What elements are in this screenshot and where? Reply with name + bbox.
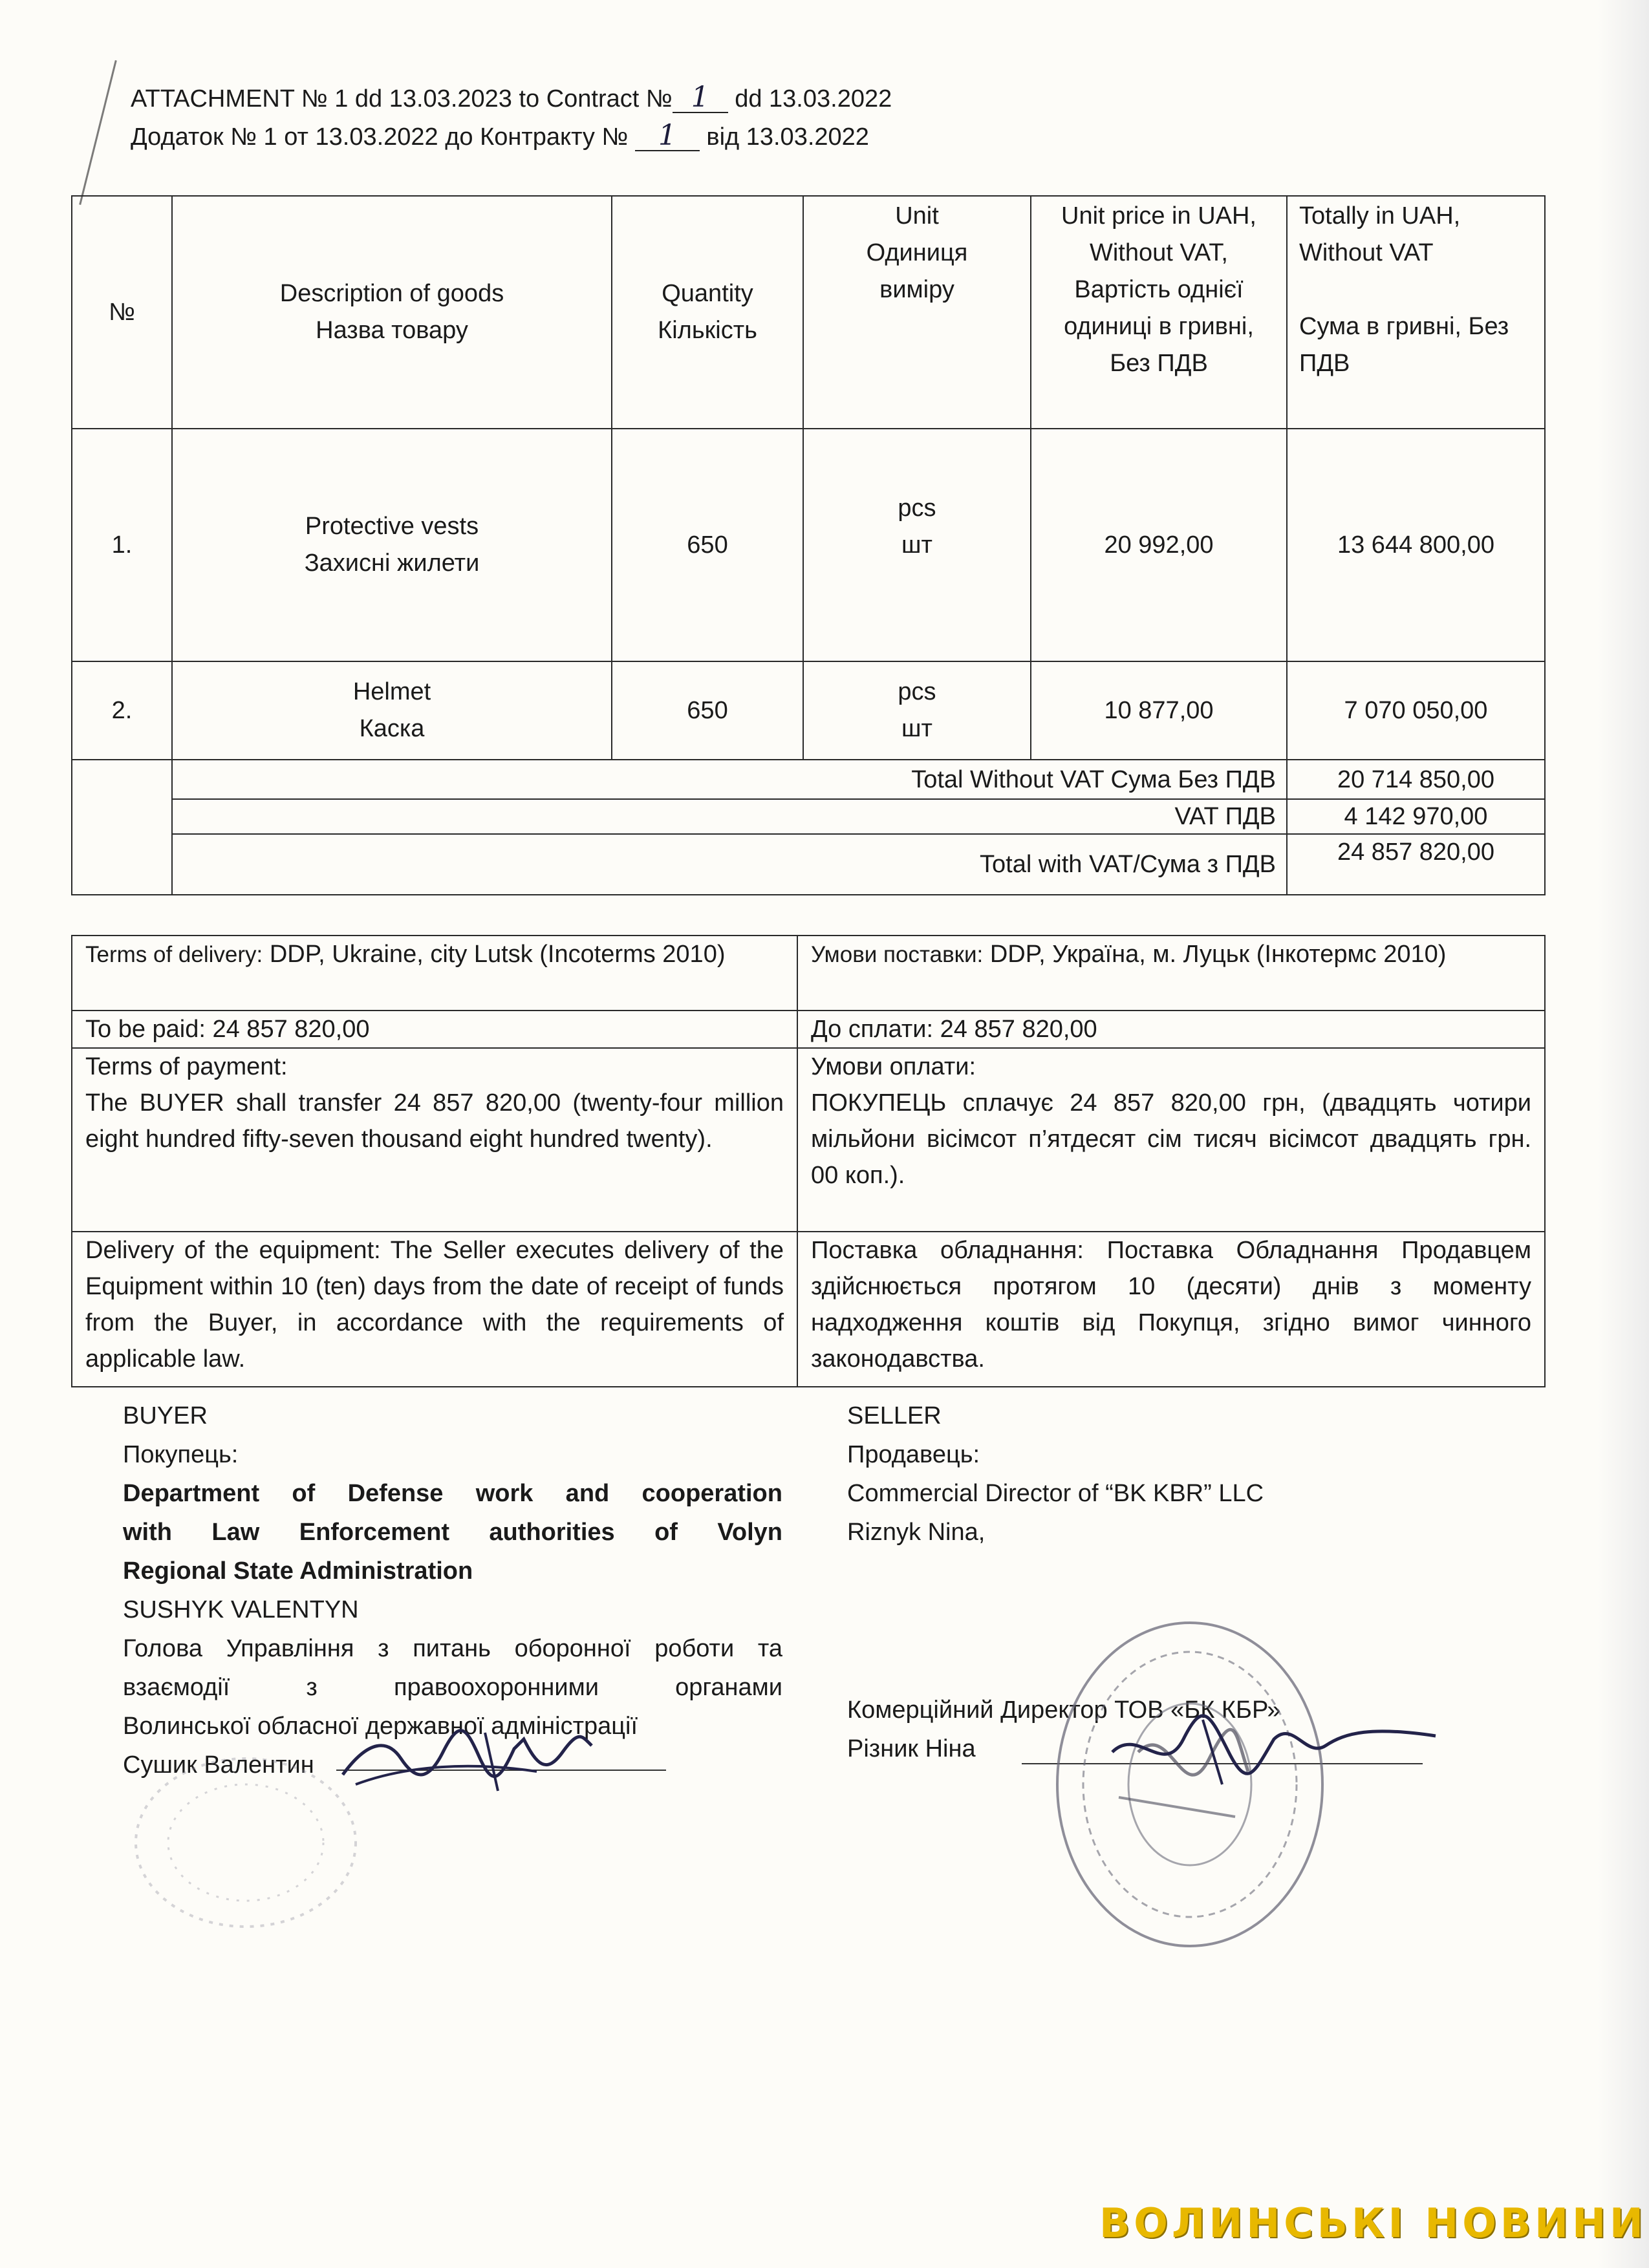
contract-number-uk: 1 — [635, 123, 700, 151]
table-row — [72, 661, 1545, 760]
seller-block — [847, 1396, 1558, 1552]
goods-header-row — [72, 196, 1545, 429]
buyer-org-line-3: Regional State Administration — [123, 1557, 473, 1585]
header-unit: Unit Одиниця виміру — [803, 196, 1031, 429]
table-row — [72, 429, 1545, 661]
summary-label: Total with VAT/Сума з ПДВ — [172, 834, 1287, 895]
seller-signature — [1099, 1700, 1461, 1791]
terms-row-payment — [72, 1048, 1545, 1232]
header-no: № — [72, 196, 172, 429]
seller-title: SELLER — [847, 1402, 942, 1429]
seller-position-en: Commercial Director of “BK KBR” LLC — [847, 1480, 1264, 1507]
summary-value: 24 857 820,00 — [1287, 834, 1545, 895]
contract-number-en: 1 — [673, 85, 728, 113]
terms-delivery-uk: Умови поставки: DDP, Україна, м. Луцьк (Інкотермс 2010) — [797, 936, 1545, 1011]
buyer-name-uk: Сушик Валентин — [123, 1751, 314, 1779]
terms-paid-en: To be paid: 24 857 820,00 — [72, 1011, 797, 1048]
row-unit: pcs шт — [803, 661, 1031, 760]
header-uk — [131, 118, 869, 156]
summary-label: Total Without VAT Сума Без ПДВ — [172, 760, 1287, 799]
terms-payment-en: Terms of payment: The BUYER shall transfer 24 857 820,00 (twenty-four million eight hundred fifty-seven thousand eight hundred twenty). — [72, 1048, 797, 1232]
header-total: Totally in UAH, Without VAT Сума в гривні, Без ПДВ — [1287, 196, 1545, 429]
summary-row-total-without-vat — [72, 760, 1545, 799]
summary-value: 4 142 970,00 — [1287, 799, 1545, 834]
buyer-org-line-2: with Law Enforcement authorities of Volyn — [123, 1519, 782, 1546]
summary-blank-cell — [72, 760, 172, 895]
seller-name-en: Riznyk Nina, — [847, 1519, 986, 1546]
buyer-signature — [330, 1713, 601, 1804]
goods-table — [71, 195, 1546, 895]
summary-row-vat — [72, 799, 1545, 834]
terms-row-to-be-paid — [72, 1011, 1545, 1048]
terms-row-equipment — [72, 1232, 1545, 1387]
row-qty: 650 — [612, 429, 803, 661]
buyer-org-line-1: Department of Defense work and cooperation — [123, 1480, 782, 1507]
row-no: 1. — [72, 429, 172, 661]
terms-equipment-en: Delivery of the equipment: The Seller executes delivery of the Equipment within 10 (ten) days from the date of receipt of funds from the Buyer, in accordance with the requirements of applicable law. — [72, 1232, 797, 1387]
terms-row-delivery — [72, 936, 1545, 1011]
terms-table — [71, 935, 1546, 1387]
terms-equipment-uk: Поставка обладнання: Поставка Обладнання Продавцем здійснюється протягом 10 (десяти) днів з моменту надходження коштів від Покупця, згідно вимог чинного законодавства. — [797, 1232, 1545, 1387]
brand-watermark: ВОЛИНСЬКІ НОВИНИ — [1099, 2199, 1647, 2247]
seller-title-uk: Продавець: — [847, 1441, 980, 1468]
buyer-stamp — [123, 1746, 369, 1940]
terms-paid-uk: До сплати: 24 857 820,00 — [797, 1011, 1545, 1048]
row-name: Helmet Каска — [172, 661, 612, 760]
row-total: 13 644 800,00 — [1287, 429, 1545, 661]
header-quantity: Quantity Кількість — [612, 196, 803, 429]
scan-edge-right — [1597, 0, 1649, 2268]
header-unit-price: Unit price in UAH, Without VAT, Вартість однієї одиниці в гривні, Без ПДВ — [1031, 196, 1287, 429]
buyer-title: BUYER — [123, 1402, 208, 1429]
buyer-position-line-1: Голова Управління з питань оборонної роботи та — [123, 1635, 782, 1662]
header-uk-prefix: Додаток № 1 от 13.03.2022 до Контракту № — [131, 123, 629, 151]
seller-position-uk: Комерційний Директор ТОВ «БК КБР» — [847, 1696, 1281, 1724]
header-uk-suffix: від 13.03.2022 — [706, 123, 869, 151]
scan-edge-left — [79, 60, 117, 205]
row-no: 2. — [72, 661, 172, 760]
seller-name-uk: Різник Ніна — [847, 1735, 976, 1762]
header-en-suffix: dd 13.03.2022 — [735, 85, 892, 112]
terms-delivery-en: Terms of delivery: DDP, Ukraine, city Lutsk (Incoterms 2010) — [72, 936, 797, 1011]
buyer-title-uk: Покупець: — [123, 1441, 239, 1468]
header-description: Description of goods Назва товару — [172, 196, 612, 429]
row-total: 7 070 050,00 — [1287, 661, 1545, 760]
row-qty: 650 — [612, 661, 803, 760]
row-price: 20 992,00 — [1031, 429, 1287, 661]
row-unit: pcs шт — [803, 429, 1031, 661]
row-name: Protective vests Захисні жилети — [172, 429, 612, 661]
header-en — [131, 80, 892, 118]
summary-value: 20 714 850,00 — [1287, 760, 1545, 799]
header-en-prefix: ATTACHMENT № 1 dd 13.03.2023 to Contract № — [131, 85, 673, 112]
buyer-position-line-2: взаємодії з правоохоронними органами — [123, 1674, 782, 1701]
summary-row-total-with-vat — [72, 834, 1545, 895]
row-price: 10 877,00 — [1031, 661, 1287, 760]
terms-payment-uk: Умови оплати: ПОКУПЕЦЬ сплачує 24 857 820,00 грн, (двадцять чотири мільйони вісімсот п’ятдесят сім тисяч вісімсот двадцять грн. 00 коп.). — [797, 1048, 1545, 1232]
summary-label: VAT ПДВ — [172, 799, 1287, 834]
buyer-name-en: SUSHYK VALENTYN — [123, 1596, 359, 1623]
buyer-position-line-3: Волинської обласної державної адміністрації — [123, 1713, 638, 1740]
